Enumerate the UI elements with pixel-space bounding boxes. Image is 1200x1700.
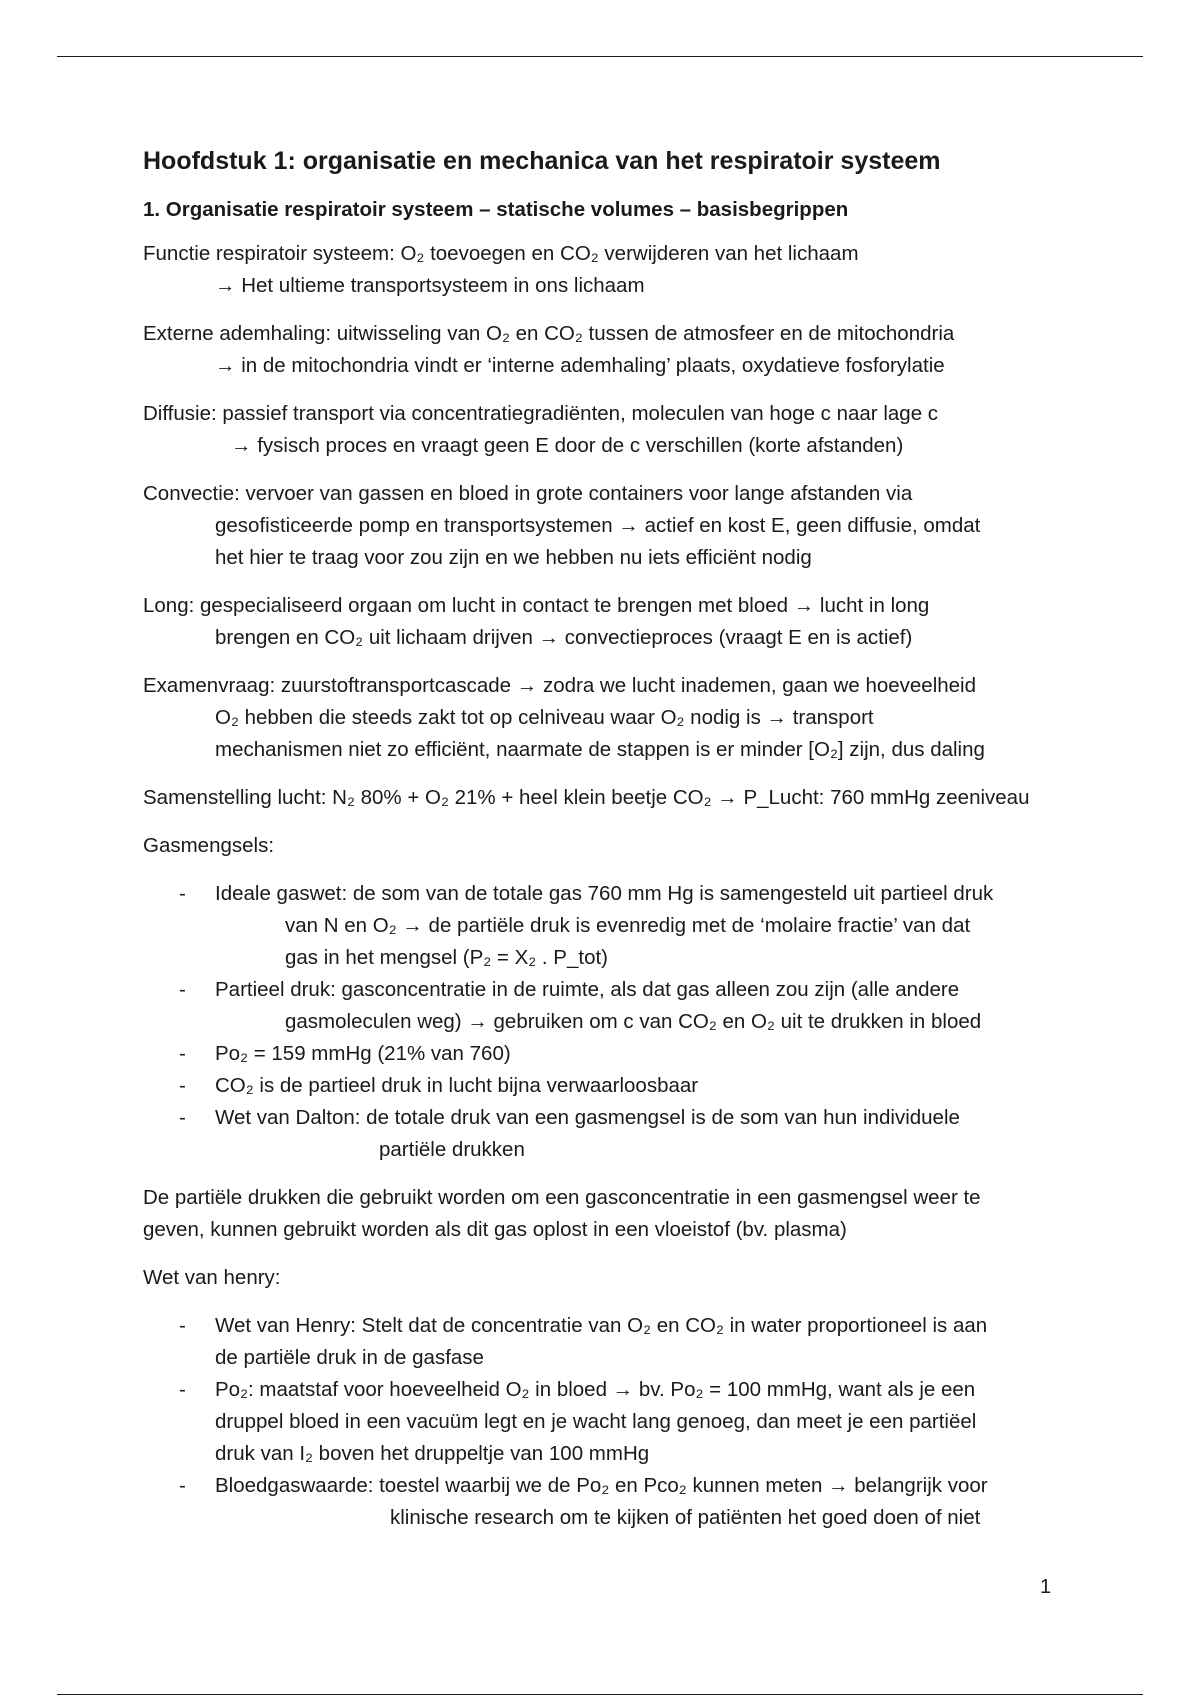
- text-line: de partiële druk in de gasfase: [215, 1346, 484, 1369]
- dash-bullet: -: [179, 882, 186, 905]
- paragraph-convectie: [143, 478, 1068, 574]
- chapter-heading: Hoofdstuk 1: organisatie en mechanica van het respiratoir systeem: [143, 147, 941, 175]
- text-line: Partieel druk: gasconcentratie in de ruimte, als dat gas alleen zou zijn (alle andere: [215, 978, 960, 1001]
- footer-rule: [57, 1694, 1143, 1695]
- list-item: [143, 1038, 1068, 1070]
- text-line: De partiële drukken die gebruikt worden om een gasconcentratie in een gasmengsel weer te: [143, 1186, 981, 1209]
- dash-bullet: -: [179, 1314, 186, 1337]
- dash-bullet: -: [179, 1042, 186, 1065]
- henry-list: [143, 1310, 1068, 1534]
- gasmengsels-list: [143, 878, 1068, 1166]
- text-line: Long: gespecialiseerd orgaan om lucht in contact te brengen met bloed → lucht in long: [143, 594, 930, 617]
- gasmengsels-label: Gasmengsels:: [143, 834, 275, 857]
- text-line: Wet van Dalton: de totale druk van een gasmengsel is de som van hun individuele: [215, 1106, 960, 1129]
- paragraph-long: [143, 590, 1068, 654]
- text-line: mechanismen niet zo efficiënt, naarmate de stappen is er minder [O₂] zijn, dus daling: [215, 738, 985, 761]
- list-item: [143, 878, 1068, 974]
- henry-label: Wet van henry:: [143, 1266, 281, 1289]
- paragraph-samenstelling: Samenstelling lucht: N₂ 80% + O₂ 21% + heel klein beetje CO₂ → P_Lucht: 760 mmHg zeeniveau: [143, 786, 1030, 809]
- text-line: O₂ hebben die steeds zakt tot op celniveau waar O₂ nodig is → transport: [215, 706, 874, 729]
- text-line: het hier te traag voor zou zijn en we hebben nu iets efficiënt nodig: [215, 546, 812, 569]
- text-line: gasmoleculen weg) → gebruiken om c van CO₂ en O₂ uit te drukken in bloed: [285, 1010, 982, 1033]
- text-line: geven, kunnen gebruikt worden als dit gas oplost in een vloeistof (bv. plasma): [143, 1218, 847, 1241]
- text-line: Bloedgaswaarde: toestel waarbij we de Po₂ en Pco₂ kunnen meten → belangrijk voor: [215, 1474, 988, 1497]
- list-item: [143, 1470, 1068, 1534]
- text-line: gas in het mengsel (P₂ = X₂ . P_tot): [285, 946, 609, 969]
- text-line: klinische research om te kijken of patiënten het goed doen of niet: [390, 1506, 981, 1529]
- paragraph-externe: [143, 318, 1068, 382]
- list-item: [143, 1310, 1068, 1374]
- text-line: Functie respiratoir systeem: O₂ toevoegen en CO₂ verwijderen van het lichaam: [143, 242, 859, 265]
- text-line: brengen en CO₂ uit lichaam drijven → convectieproces (vraagt E en is actief): [215, 626, 913, 649]
- text-line: Po₂: maatstaf voor hoeveelheid O₂ in bloed → bv. Po₂ = 100 mmHg, want als je een: [215, 1378, 976, 1401]
- text-line: gesofisticeerde pomp en transportsystemen → actief en kost E, geen diffusie, omdat: [215, 514, 981, 537]
- text-line: Po₂ = 159 mmHg (21% van 760): [215, 1042, 511, 1065]
- text-line: Examenvraag: zuurstoftransportcascade → zodra we lucht inademen, gaan we hoeveelheid: [143, 674, 977, 697]
- text-line: CO₂ is de partieel druk in lucht bijna verwaarloosbaar: [215, 1074, 699, 1097]
- text-line: Wet van Henry: Stelt dat de concentratie van O₂ en CO₂ in water proportioneel is aan: [215, 1314, 988, 1337]
- page-number: 1: [1040, 1576, 1052, 1598]
- list-item: [143, 1102, 1068, 1166]
- text-line: Externe ademhaling: uitwisseling van O₂ en CO₂ tussen de atmosfeer en de mitochondria: [143, 322, 955, 345]
- document-body: [143, 142, 1068, 1550]
- header-rule: [57, 56, 1143, 57]
- dash-bullet: -: [179, 1378, 186, 1401]
- paragraph-partiele-drukken: [143, 1182, 1068, 1246]
- text-line: Ideale gaswet: de som van de totale gas 760 mm Hg is samengesteld uit partieel druk: [215, 882, 994, 905]
- list-item: [143, 974, 1068, 1038]
- dash-bullet: -: [179, 978, 186, 1001]
- text-line: druppel bloed in een vacuüm legt en je wacht lang genoeg, dan meet je een partiëel: [215, 1410, 977, 1433]
- text-line: → in de mitochondria vindt er ‘interne ademhaling’ plaats, oxydatieve fosforylatie: [215, 354, 945, 377]
- dash-bullet: -: [179, 1474, 186, 1497]
- section-heading: 1. Organisatie respiratoir systeem – statische volumes – basisbegrippen: [143, 198, 849, 221]
- list-item: [143, 1374, 1068, 1470]
- text-line: → fysisch proces en vraagt geen E door de c verschillen (korte afstanden): [231, 434, 904, 457]
- text-line: Convectie: vervoer van gassen en bloed in grote containers voor lange afstanden via: [143, 482, 913, 505]
- text-line: van N en O₂ → de partiële druk is evenredig met de ‘molaire fractie’ van dat: [285, 914, 971, 937]
- list-item: [143, 1070, 1068, 1102]
- text-line: druk van I₂ boven het druppeltje van 100 mmHg: [215, 1442, 650, 1465]
- dash-bullet: -: [179, 1074, 186, 1097]
- paragraph-examenvraag: [143, 670, 1068, 766]
- text-line: partiële drukken: [379, 1138, 525, 1161]
- text-line: Diffusie: passief transport via concentratiegradiënten, moleculen van hoge c naar lage c: [143, 402, 939, 425]
- paragraph-diffusie: [143, 398, 1068, 462]
- text-line: → Het ultieme transportsysteem in ons lichaam: [215, 274, 645, 297]
- paragraph-functie: [143, 238, 1068, 302]
- dash-bullet: -: [179, 1106, 186, 1129]
